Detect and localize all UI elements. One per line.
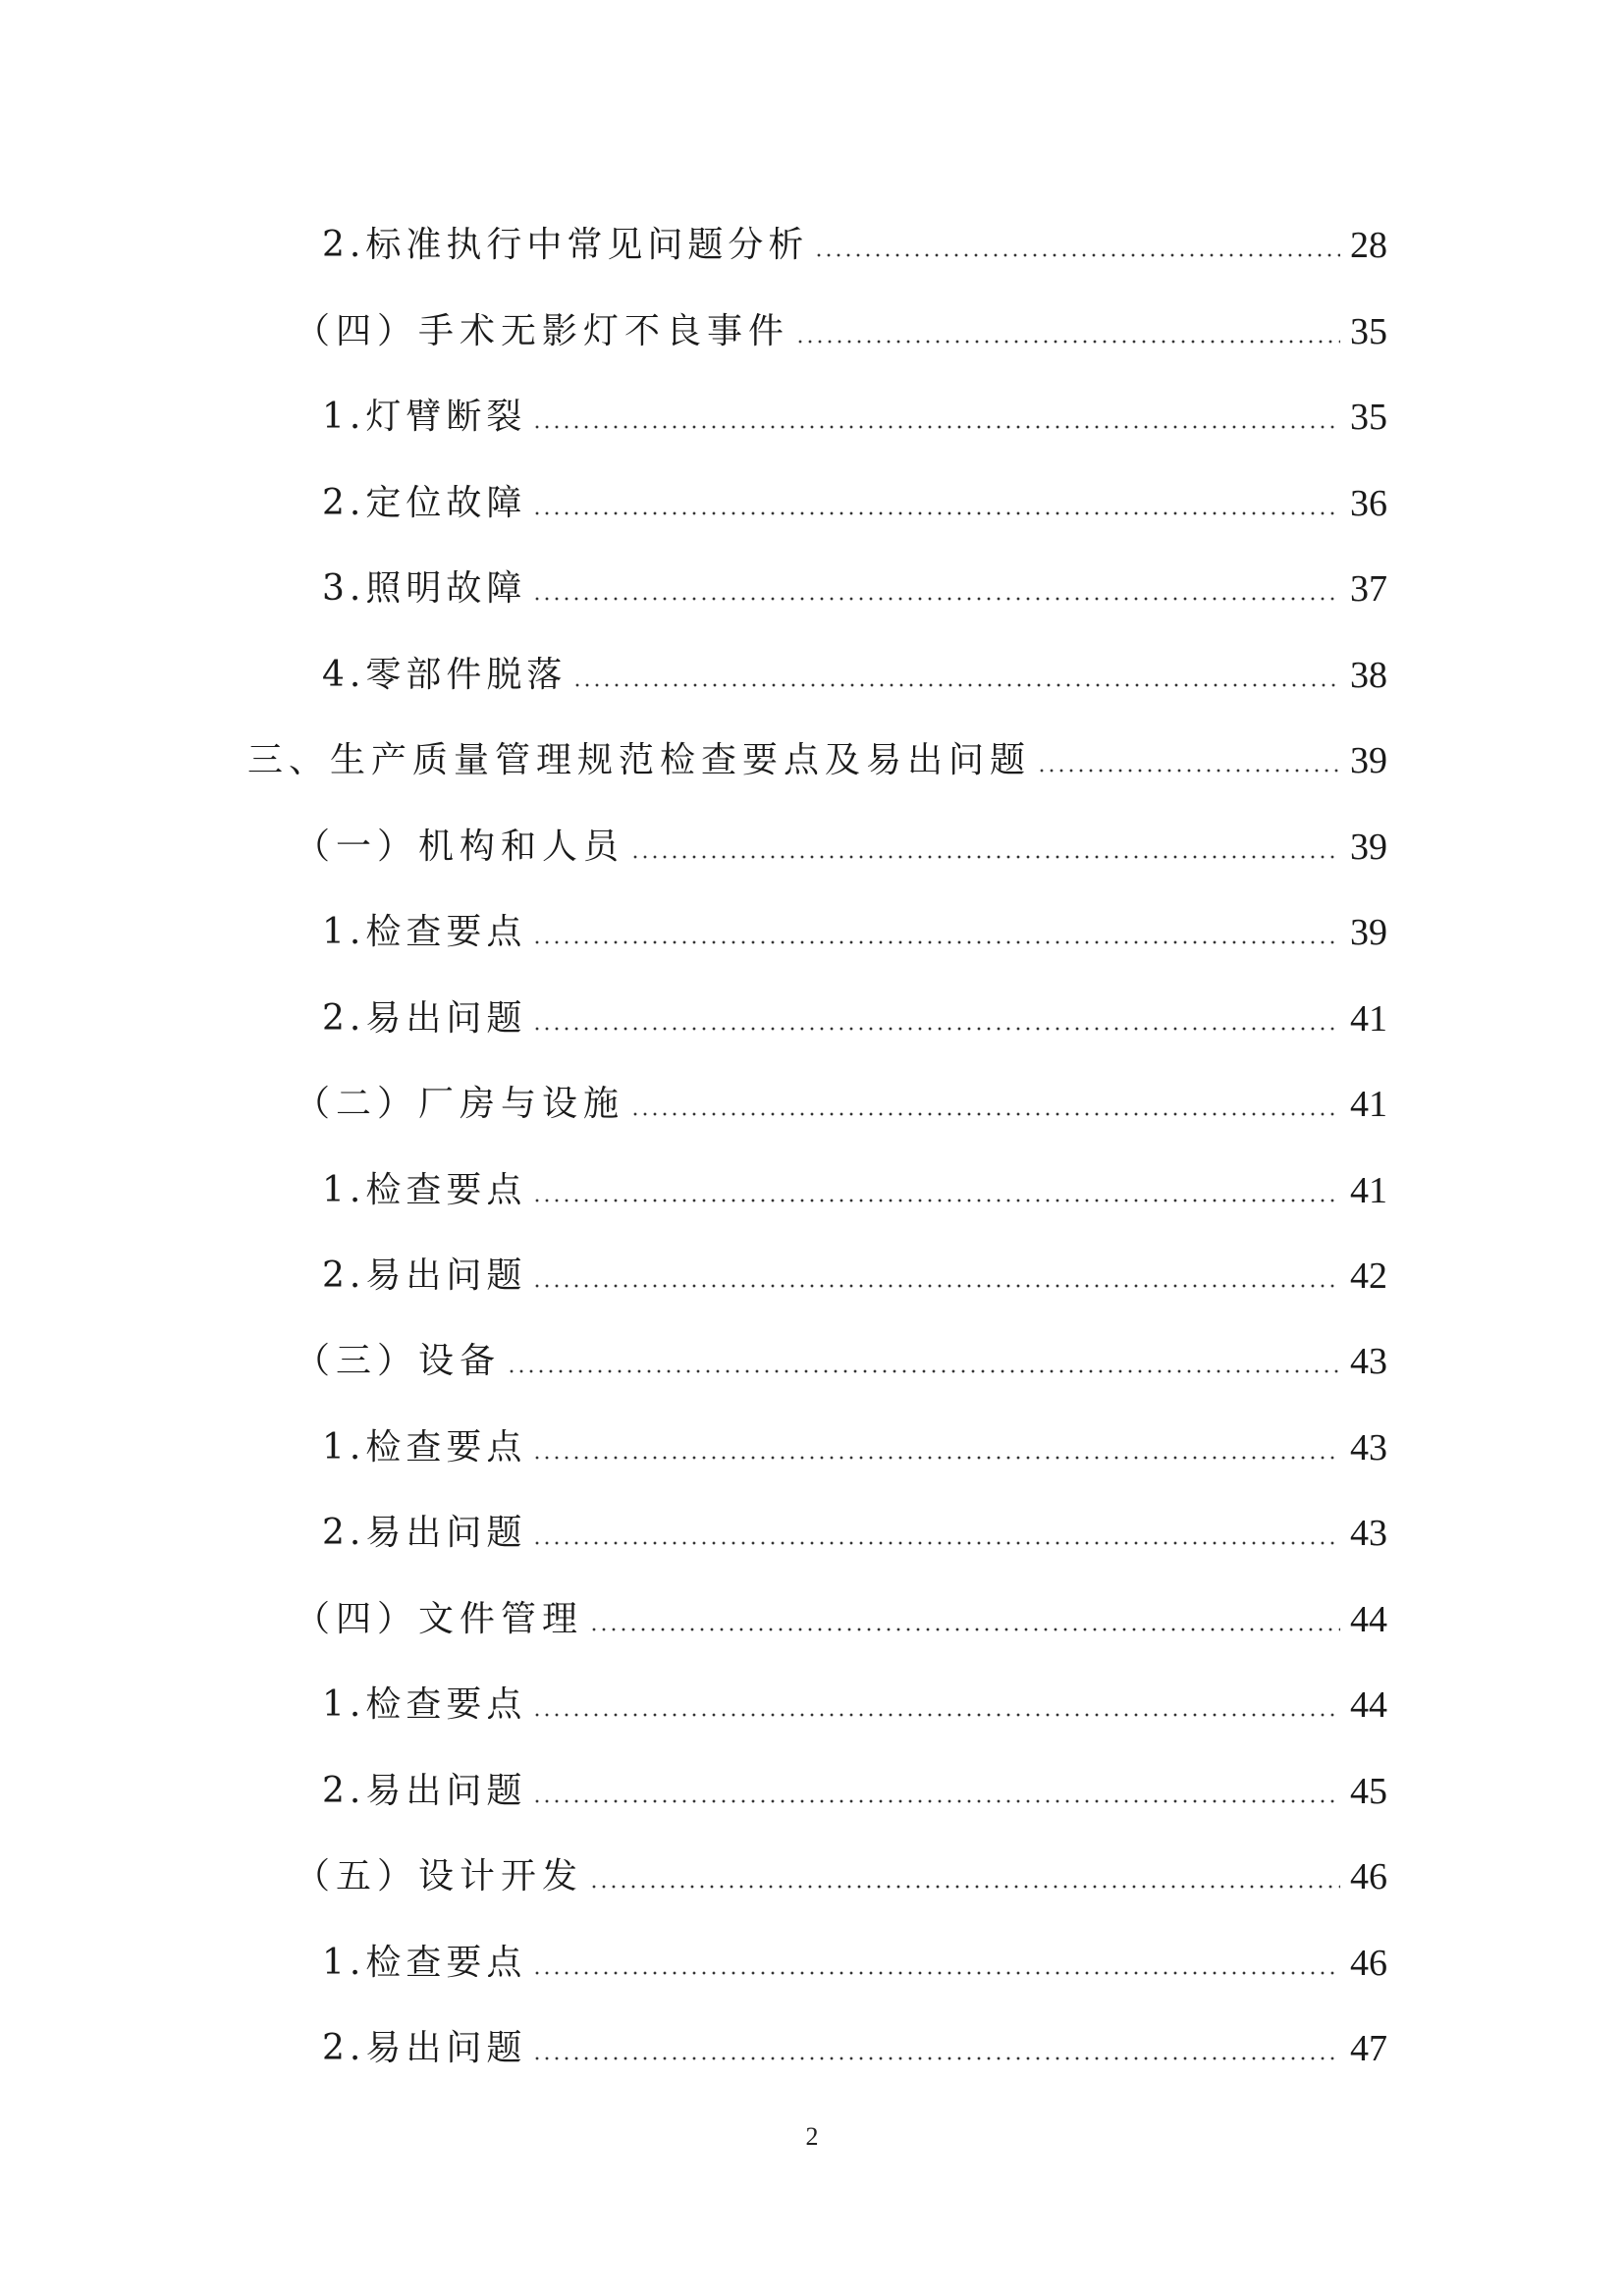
toc-dot-leader: [589, 1885, 1340, 1889]
toc-entry-page: 37: [1350, 568, 1387, 610]
toc-dot-leader: [532, 940, 1340, 944]
toc-entry-label: （四）文件管理: [295, 1599, 584, 1639]
toc-entry-label: 2.易出问题: [322, 2028, 527, 2068]
toc-dot-leader: [532, 2056, 1340, 2060]
toc-entry-page: 45: [1350, 1771, 1387, 1812]
toc-dot-leader: [589, 1628, 1340, 1631]
toc-entry[interactable]: [0, 1496, 1387, 1555]
toc-entry[interactable]: [0, 1067, 1387, 1126]
toc-entry-label: 4.零部件脱落: [322, 655, 568, 695]
toc-entry[interactable]: [0, 638, 1387, 697]
toc-entry-page: 46: [1350, 1943, 1387, 1984]
toc-entry[interactable]: [0, 1239, 1387, 1298]
toc-entry-page: 43: [1350, 1341, 1387, 1382]
toc-dot-leader: [572, 683, 1340, 687]
toc-entry-label: 1.检查要点: [322, 1170, 527, 1210]
toc-entry[interactable]: [0, 552, 1387, 611]
toc-entry[interactable]: [0, 208, 1387, 267]
toc-entry[interactable]: [0, 1582, 1387, 1641]
toc-entry-label: 1.检查要点: [322, 912, 527, 952]
toc-dot-leader: [532, 1456, 1340, 1460]
toc-entry-page: 36: [1350, 483, 1387, 524]
toc-entry[interactable]: [0, 810, 1387, 869]
toc-dot-leader: [814, 253, 1340, 257]
toc-entry[interactable]: [0, 1926, 1387, 1985]
toc-dot-leader: [532, 425, 1340, 429]
toc-entry-label: 1.检查要点: [322, 1684, 527, 1725]
toc-entry-page: 41: [1350, 998, 1387, 1040]
toc-entry-label: （四）手术无影灯不良事件: [295, 311, 790, 351]
toc-entry-page: 38: [1350, 655, 1387, 696]
toc-entry-page: 46: [1350, 1856, 1387, 1897]
toc-entry-label: （五）设计开发: [295, 1856, 584, 1896]
toc-entry-label: （二）厂房与设施: [295, 1084, 625, 1124]
toc-dot-leader: [1037, 769, 1340, 773]
toc-entry[interactable]: [0, 1840, 1387, 1898]
toc-dot-leader: [532, 511, 1340, 515]
toc-entry[interactable]: [0, 1754, 1387, 1813]
toc-entry-label: 2.标准执行中常见问题分析: [322, 225, 809, 265]
toc-dot-leader: [532, 1284, 1340, 1288]
toc-entry-page: 43: [1350, 1513, 1387, 1554]
toc-entry[interactable]: [0, 1411, 1387, 1469]
toc-entry-page: 39: [1350, 912, 1387, 953]
toc-dot-leader: [532, 1971, 1340, 1975]
toc-entry-label: 2.易出问题: [322, 998, 527, 1039]
toc-entry-label: 2.定位故障: [322, 483, 527, 523]
toc-entry-page: 47: [1350, 2028, 1387, 2069]
toc-dot-leader: [532, 1799, 1340, 1803]
toc-entry[interactable]: [0, 294, 1387, 353]
toc-entry-label: 三、生产质量管理规范检查要点及易出问题: [247, 740, 1032, 780]
toc-entry-page: 41: [1350, 1170, 1387, 1211]
toc-entry-page: 41: [1350, 1084, 1387, 1125]
toc-dot-leader: [507, 1369, 1340, 1373]
toc-entry[interactable]: [0, 895, 1387, 954]
toc-entry-page: 35: [1350, 311, 1387, 352]
toc-dot-leader: [532, 597, 1340, 601]
toc-entry-label: 2.易出问题: [322, 1771, 527, 1811]
toc-entry-page: 42: [1350, 1255, 1387, 1297]
toc-dot-leader: [630, 855, 1340, 859]
toc-entry[interactable]: [0, 466, 1387, 525]
toc-entry-page: 43: [1350, 1427, 1387, 1468]
toc-dot-leader: [532, 1713, 1340, 1717]
toc-entry[interactable]: [0, 1324, 1387, 1383]
toc-entry-label: 2.易出问题: [322, 1513, 527, 1553]
toc-entry-page: 35: [1350, 397, 1387, 438]
toc-entry-label: （三）设备: [295, 1341, 502, 1381]
toc-dot-leader: [532, 1027, 1340, 1031]
toc-entry-page: 39: [1350, 740, 1387, 781]
toc-entry-label: 1.灯臂断裂: [322, 397, 527, 437]
toc-dot-leader: [795, 340, 1340, 344]
toc-entry-page: 44: [1350, 1599, 1387, 1640]
page-number: 2: [805, 2122, 819, 2151]
toc-dot-leader: [630, 1112, 1340, 1116]
toc-entry[interactable]: [0, 723, 1387, 782]
toc-entry-label: 3.照明故障: [322, 568, 527, 609]
toc-entry-page: 39: [1350, 827, 1387, 868]
toc-entry[interactable]: [0, 1153, 1387, 1212]
toc-entry[interactable]: [0, 982, 1387, 1041]
toc-entry[interactable]: [0, 1668, 1387, 1727]
toc-entry-label: 1.检查要点: [322, 1427, 527, 1468]
toc-dot-leader: [532, 1199, 1340, 1202]
toc-entry-label: 2.易出问题: [322, 1255, 527, 1296]
toc-entry[interactable]: [0, 380, 1387, 439]
toc-entry-page: 28: [1350, 225, 1387, 266]
toc-entry-label: （一）机构和人员: [295, 827, 625, 867]
toc-entry-page: 44: [1350, 1684, 1387, 1726]
toc-dot-leader: [532, 1541, 1340, 1545]
toc-entry-label: 1.检查要点: [322, 1943, 527, 1983]
toc-entry[interactable]: [0, 2011, 1387, 2070]
